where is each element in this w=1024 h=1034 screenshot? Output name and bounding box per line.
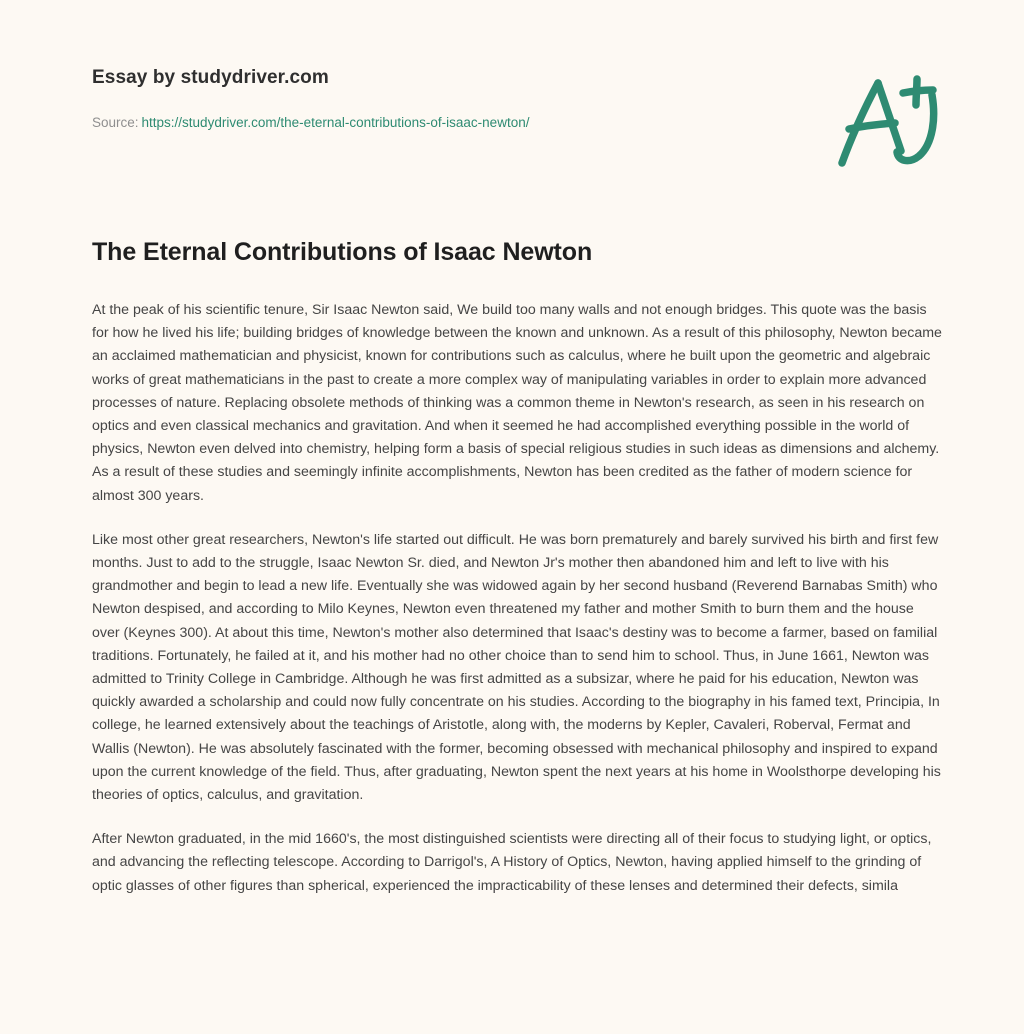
paragraph: After Newton graduated, in the mid 1660's, the most distinguished scientists were directing all of their focus to studying light, or optics, and advancing the reflecting telescope. According to Darrigol's, A History of Optics, Newton, having applied himself to the grinding of optic glasses of other figures than spherical, experienced the impracticability of these lenses and determined their defects, simila <box>92 831 932 894</box>
article <box>92 236 944 898</box>
article-body <box>92 299 944 898</box>
paragraph: At the peak of his scientific tenure, Sir Isaac Newton said, We build too many walls and not enough bridges. This quote was the basis for how he lived his life; building bridges of knowledge between the known and unknown. As a result of this philosophy, Newton became an acclaimed mathematician and physicist, known for contributions such as calculus, where he built upon the geometric and algebraic works of great mathematicians in the past to create a more complex way of manipulating variables in order to explain more advanced processes of nature. Replacing obsolete methods of thinking was a common theme in Newton's research, as seen in his research on optics and even classical mechanics and gravitation. And when it seemed he had accomplished everything possible in the world of physics, Newton even delved into chemistry, helping form a basis of special religious studies in such ideas as dimensions and alchemy. As a result of these studies and seemingly infinite accomplishments, Newton has been credited as the father of modern science for almost 300 years. <box>92 302 942 504</box>
source-row <box>92 114 944 132</box>
source-label: Source: <box>92 115 139 130</box>
page-header <box>92 66 944 176</box>
a-plus-icon <box>829 66 949 170</box>
studydriver-logo[interactable] <box>829 66 949 170</box>
page-title: The Eternal Contributions of Isaac Newton <box>92 238 593 266</box>
byline: Essay by studydriver.com <box>92 67 329 88</box>
source-link[interactable]: https://studydriver.com/the-eternal-contributions-of-isaac-newton/ <box>141 115 530 130</box>
paragraph: Like most other great researchers, Newton's life started out difficult. He was born prematurely and barely survived his birth and first few months. Just to add to the struggle, Isaac Newton Sr. died, and Newton Jr's mother then abandoned him and left to live with his grandmother and begin to lead a new life. Eventually she was widowed again by her second husband (Reverend Barnabas Smith) who Newton despised, and according to Milo Keynes, Newton even threatened my father and mother Smith to burn them and the house over (Keynes 300). At about this time, Newton's mother also determined that Isaac's destiny was to become a farmer, based on familial traditions. Fortunately, he failed at it, and his mother had no other choice than to send him to school. Thus, in June 1661, Newton was admitted to Trinity College in Cambridge. Although he was first admitted as a subsizar, where he paid for his education, Newton was quickly awarded a scholarship and could now fully concentrate on his studies. According to the biography in his famed text, Principia, In college, he learned extensively about the teachings of Aristotle, along with, the moderns by Kepler, Cavaleri, Roberval, Fermat and Wallis (Newton). He was absolutely fascinated with the former, becoming obsessed with mechanical philosophy and inspired to expand upon the current knowledge of the field. Thus, after graduating, Newton spent the next years at his home in Woolsthorpe developing his theories of optics, calculus, and gravitation. <box>92 531 941 804</box>
